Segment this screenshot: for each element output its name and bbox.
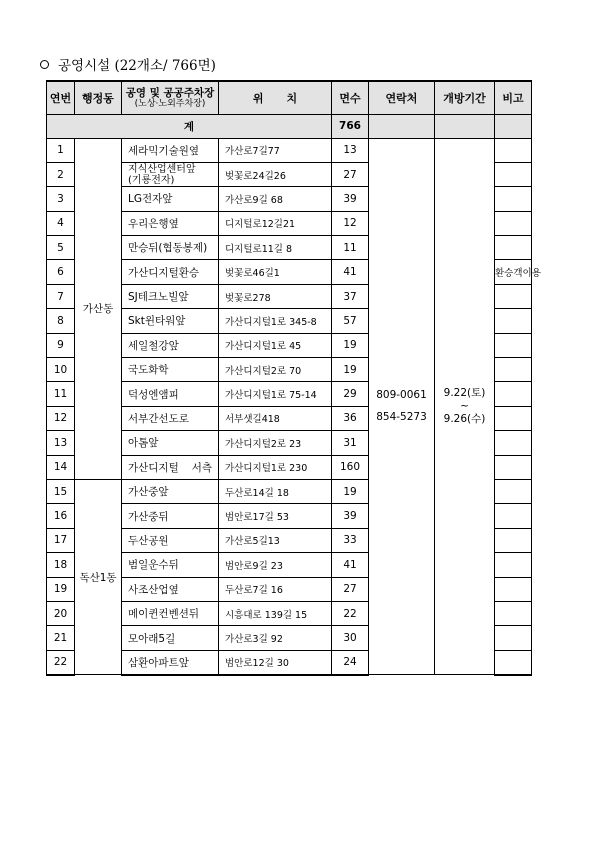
parking-spaces: 37: [332, 284, 369, 308]
parking-location: 가산디지털1로 230: [219, 455, 332, 479]
parking-note: [495, 650, 532, 674]
parking-spaces: 30: [332, 626, 369, 650]
header-period: 개방기간: [435, 81, 495, 114]
parking-note: [495, 479, 532, 503]
parking-location: 디지털로12길21: [219, 211, 332, 235]
header-name-sub: (노상·노외주차장): [134, 98, 206, 109]
total-label: 계: [47, 114, 332, 138]
circle-bullet-icon: [40, 60, 49, 69]
parking-location: 벚꽃로278: [219, 284, 332, 308]
parking-name: 범일운수뒤: [122, 553, 219, 577]
parking-note: [495, 626, 532, 650]
parking-name: 가산디지털환승: [122, 260, 219, 284]
parking-note: [495, 358, 532, 382]
parking-name: 모아래5길: [122, 626, 219, 650]
parking-name: LG전자앞: [122, 187, 219, 211]
parking-spaces: 33: [332, 528, 369, 552]
parking-note: 환승객이용: [495, 260, 532, 284]
table-header-row: [47, 81, 532, 114]
contact-line-1: 809-0061: [376, 389, 427, 402]
parking-note: [495, 504, 532, 528]
parking-spaces: 39: [332, 504, 369, 528]
district-gasan: 가산동: [75, 138, 122, 479]
parking-note: [495, 333, 532, 357]
section-heading-text: 공영시설 (22개소/ 766면): [58, 58, 216, 74]
row-no: 2: [47, 162, 75, 186]
row-no: 1: [47, 138, 75, 162]
total-row: [47, 114, 532, 138]
row-no: 15: [47, 479, 75, 503]
parking-spaces: 27: [332, 577, 369, 601]
header-location: 위 치: [219, 81, 332, 114]
parking-name: 지식산업센터앞 (기룡전자): [122, 162, 219, 186]
parking-note: [495, 431, 532, 455]
parking-location: 가산디지털2로 23: [219, 431, 332, 455]
row-no: 17: [47, 528, 75, 552]
parking-spaces: 19: [332, 333, 369, 357]
parking-location: 벚꽃로46길1: [219, 260, 332, 284]
parking-spaces: 27: [332, 162, 369, 186]
row-no: 11: [47, 382, 75, 406]
row-no: 10: [47, 358, 75, 382]
parking-location: 가산로3길 92: [219, 626, 332, 650]
header-name: [122, 81, 219, 114]
parking-note: [495, 309, 532, 333]
row-no: 4: [47, 211, 75, 235]
parking-location: 두산로7길 16: [219, 577, 332, 601]
parking-name: 가산중앞: [122, 479, 219, 503]
period-sep: ~: [460, 399, 469, 412]
parking-name: 두산공원: [122, 528, 219, 552]
parking-spaces: 160: [332, 455, 369, 479]
row-no: 19: [47, 577, 75, 601]
parking-location: 디지털로11길 8: [219, 236, 332, 260]
total-note-empty: [495, 114, 532, 138]
parking-name: 세일철강앞: [122, 333, 219, 357]
parking-location: 두산로14길 18: [219, 479, 332, 503]
parking-name: 사조산업옆: [122, 577, 219, 601]
parking-location: 가산로7길77: [219, 138, 332, 162]
row-no: 13: [47, 431, 75, 455]
parking-name: Skt윈타워앞: [122, 309, 219, 333]
parking-location: 가산로9길 68: [219, 187, 332, 211]
parking-note: [495, 406, 532, 430]
period-end: 9.26(수): [443, 412, 486, 425]
parking-location: 벚꽃로24길26: [219, 162, 332, 186]
row-no: 12: [47, 406, 75, 430]
parking-spaces: 11: [332, 236, 369, 260]
header-spaces: 면수: [332, 81, 369, 114]
period-cell: [435, 138, 495, 675]
parking-name: 아톰앞: [122, 431, 219, 455]
section-heading: [40, 54, 216, 74]
header-contact: 연락처: [369, 81, 435, 114]
total-spaces: 766: [332, 114, 369, 138]
parking-location: 시흥대로 139길 15: [219, 601, 332, 625]
contact-line-2: 854-5273: [376, 411, 427, 424]
parking-note: [495, 187, 532, 211]
parking-note: [495, 236, 532, 260]
parking-location: 가산디지털1로 345-8: [219, 309, 332, 333]
header-no: 연번: [47, 81, 75, 114]
header-note: 비고: [495, 81, 532, 114]
row-no: 16: [47, 504, 75, 528]
parking-spaces: 19: [332, 358, 369, 382]
period-start: 9.22(토): [443, 386, 486, 399]
parking-note: [495, 284, 532, 308]
parking-location: 가산로5길13: [219, 528, 332, 552]
row-no: 8: [47, 309, 75, 333]
row-no: 7: [47, 284, 75, 308]
header-district: 행정동: [75, 81, 122, 114]
row-no: 21: [47, 626, 75, 650]
parking-note: [495, 528, 532, 552]
parking-name: 세라믹기술원옆: [122, 138, 219, 162]
parking-spaces: 12: [332, 211, 369, 235]
parking-name: 우리은행옆: [122, 211, 219, 235]
row-no: 6: [47, 260, 75, 284]
parking-note: [495, 601, 532, 625]
parking-spaces: 19: [332, 479, 369, 503]
total-contact-empty: [369, 114, 435, 138]
parking-location: 가산디지털1로 45: [219, 333, 332, 357]
parking-location: 서부샛길418: [219, 406, 332, 430]
parking-note: [495, 553, 532, 577]
parking-name: 국도화학: [122, 358, 219, 382]
parking-note: [495, 577, 532, 601]
row-no: 3: [47, 187, 75, 211]
parking-spaces: 31: [332, 431, 369, 455]
parking-spaces: 39: [332, 187, 369, 211]
parking-note: [495, 138, 532, 162]
parking-name: 메이퀸컨벤션뒤: [122, 601, 219, 625]
parking-name: 서부간선도로: [122, 406, 219, 430]
total-period-empty: [435, 114, 495, 138]
row-no: 20: [47, 601, 75, 625]
parking-name: 가산중뒤: [122, 504, 219, 528]
parking-location: 범안로17길 53: [219, 504, 332, 528]
parking-note: [495, 211, 532, 235]
row-no: 18: [47, 553, 75, 577]
parking-location: 가산디지털1로 75-14: [219, 382, 332, 406]
parking-facilities-table: [46, 80, 541, 676]
parking-note: [495, 455, 532, 479]
parking-note: [495, 162, 532, 186]
parking-location: 범안로12길 30: [219, 650, 332, 674]
parking-spaces: 22: [332, 601, 369, 625]
parking-location: 가산디지털2로 70: [219, 358, 332, 382]
row-no: 5: [47, 236, 75, 260]
parking-name: SJ테크노빌앞: [122, 284, 219, 308]
parking-location: 범안로9길 23: [219, 553, 332, 577]
parking-name: 가산디지털 서측: [122, 455, 219, 479]
row-no: 9: [47, 333, 75, 357]
row-no: 14: [47, 455, 75, 479]
row-no: 22: [47, 650, 75, 674]
parking-spaces: 41: [332, 553, 369, 577]
parking-spaces: 41: [332, 260, 369, 284]
contact-cell: [369, 138, 435, 675]
parking-spaces: 13: [332, 138, 369, 162]
table-row: [47, 138, 532, 162]
parking-name: 만승뒤(협동봉제): [122, 236, 219, 260]
header-name-main: 공영 및 공공주차장: [125, 86, 215, 99]
parking-spaces: 36: [332, 406, 369, 430]
parking-name: 덕성엔앰피: [122, 382, 219, 406]
parking-spaces: 57: [332, 309, 369, 333]
district-doksan: 독산1동: [75, 479, 122, 674]
parking-spaces: 24: [332, 650, 369, 674]
parking-note: [495, 382, 532, 406]
parking-name: 삼환아파트앞: [122, 650, 219, 674]
parking-spaces: 29: [332, 382, 369, 406]
